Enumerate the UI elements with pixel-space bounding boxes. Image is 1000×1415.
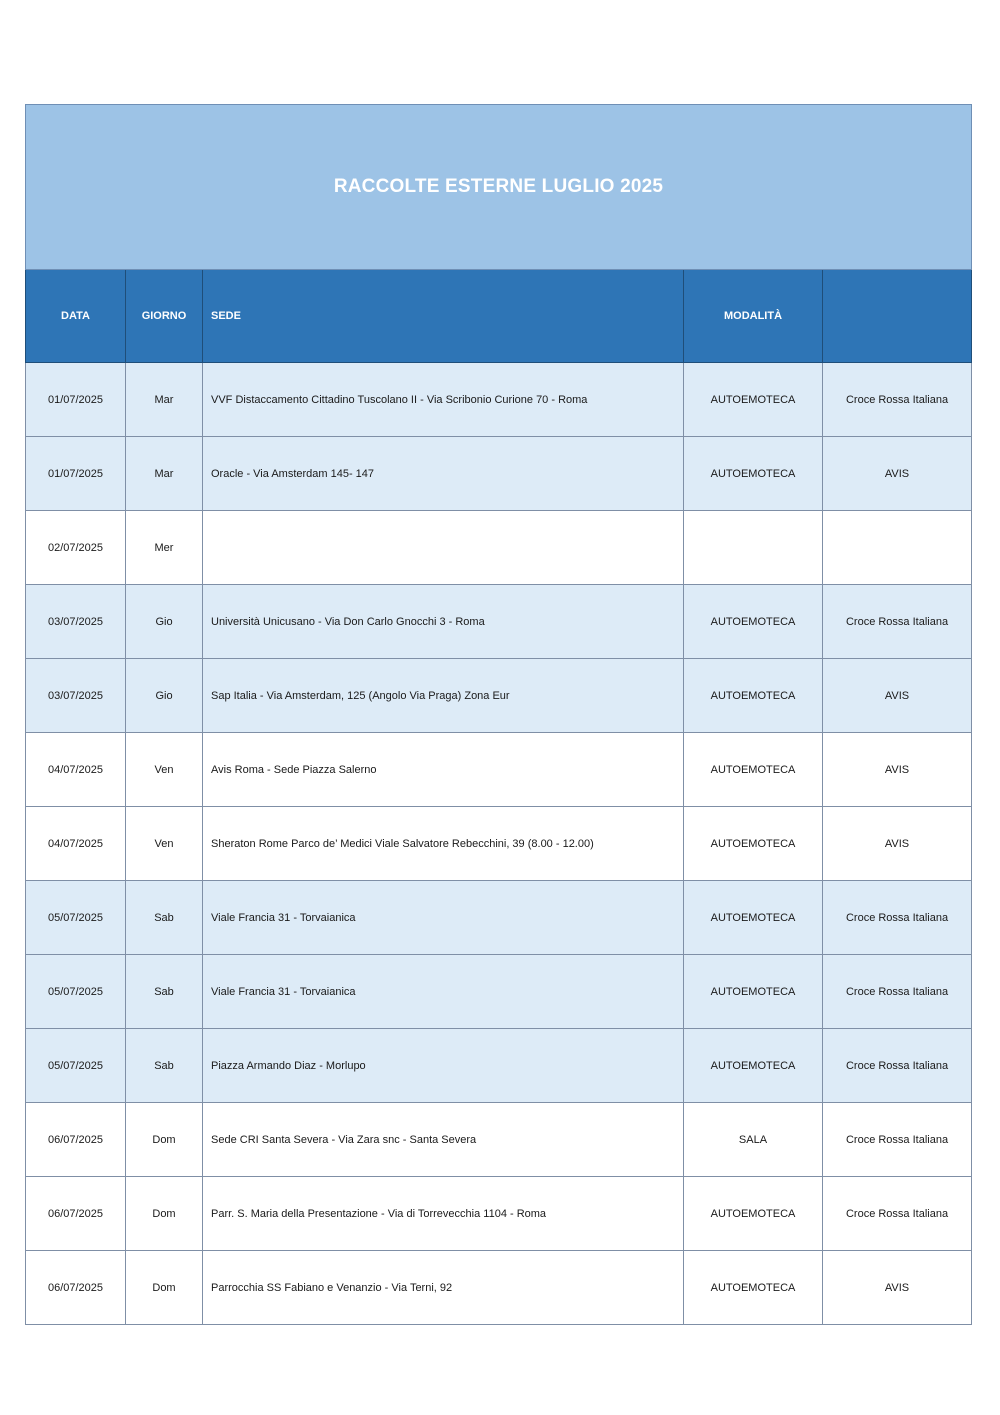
- cell-ente: Croce Rossa Italiana: [823, 363, 972, 437]
- cell-sede: Avis Roma - Sede Piazza Salerno: [203, 733, 684, 807]
- cell-modalita: AUTOEMOTECA: [684, 807, 823, 881]
- cell-sede: Sap Italia - Via Amsterdam, 125 (Angolo Via Praga) Zona Eur: [203, 659, 684, 733]
- table-row: [26, 955, 972, 1029]
- cell-modalita: AUTOEMOTECA: [684, 437, 823, 511]
- cell-data: 06/07/2025: [26, 1177, 126, 1251]
- cell-ente: AVIS: [823, 659, 972, 733]
- cell-modalita: AUTOEMOTECA: [684, 363, 823, 437]
- table-row: [26, 881, 972, 955]
- cell-modalita: AUTOEMOTECA: [684, 881, 823, 955]
- cell-sede: Parr. S. Maria della Presentazione - Via di Torrevecchia 1104 - Roma: [203, 1177, 684, 1251]
- header-row: [26, 270, 972, 363]
- cell-data: 06/07/2025: [26, 1251, 126, 1325]
- cell-ente: Croce Rossa Italiana: [823, 1103, 972, 1177]
- cell-giorno: Mer: [126, 511, 203, 585]
- cell-data: 05/07/2025: [26, 881, 126, 955]
- table-row: [26, 1029, 972, 1103]
- cell-sede: Viale Francia 31 - Torvaianica: [203, 881, 684, 955]
- cell-sede: [203, 511, 684, 585]
- cell-sede: Piazza Armando Diaz - Morlupo: [203, 1029, 684, 1103]
- header-giorno: GIORNO: [126, 270, 203, 363]
- table-row: [26, 733, 972, 807]
- cell-data: 05/07/2025: [26, 955, 126, 1029]
- cell-data: 01/07/2025: [26, 363, 126, 437]
- cell-modalita: AUTOEMOTECA: [684, 1177, 823, 1251]
- cell-giorno: Dom: [126, 1251, 203, 1325]
- table-row: [26, 585, 972, 659]
- cell-ente: [823, 511, 972, 585]
- header-ente: [823, 270, 972, 363]
- cell-data: 04/07/2025: [26, 807, 126, 881]
- table-row: [26, 1251, 972, 1325]
- cell-data: 03/07/2025: [26, 585, 126, 659]
- cell-giorno: Ven: [126, 807, 203, 881]
- cell-giorno: Sab: [126, 1029, 203, 1103]
- cell-giorno: Dom: [126, 1177, 203, 1251]
- cell-ente: Croce Rossa Italiana: [823, 955, 972, 1029]
- cell-data: 03/07/2025: [26, 659, 126, 733]
- cell-ente: AVIS: [823, 437, 972, 511]
- cell-ente: Croce Rossa Italiana: [823, 585, 972, 659]
- cell-ente: Croce Rossa Italiana: [823, 881, 972, 955]
- cell-giorno: Mar: [126, 363, 203, 437]
- cell-ente: AVIS: [823, 807, 972, 881]
- cell-data: 01/07/2025: [26, 437, 126, 511]
- page-title: RACCOLTE ESTERNE LUGLIO 2025: [26, 105, 972, 270]
- cell-sede: VVF Distaccamento Cittadino Tuscolano II - Via Scribonio Curione 70 - Roma: [203, 363, 684, 437]
- cell-giorno: Gio: [126, 659, 203, 733]
- cell-modalita: [684, 511, 823, 585]
- table-row: [26, 437, 972, 511]
- cell-giorno: Dom: [126, 1103, 203, 1177]
- header-modalita: MODALITÀ: [684, 270, 823, 363]
- cell-data: 06/07/2025: [26, 1103, 126, 1177]
- cell-modalita: AUTOEMOTECA: [684, 1029, 823, 1103]
- schedule-table: [25, 104, 972, 1325]
- cell-sede: Sheraton Rome Parco de’ Medici Viale Salvatore Rebecchini, 39 (8.00 - 12.00): [203, 807, 684, 881]
- table-row: [26, 1103, 972, 1177]
- cell-ente: AVIS: [823, 733, 972, 807]
- table-row: [26, 807, 972, 881]
- header-data: DATA: [26, 270, 126, 363]
- cell-giorno: Sab: [126, 881, 203, 955]
- cell-sede: Università Unicusano - Via Don Carlo Gnocchi 3 - Roma: [203, 585, 684, 659]
- cell-ente: AVIS: [823, 1251, 972, 1325]
- cell-data: 04/07/2025: [26, 733, 126, 807]
- cell-modalita: AUTOEMOTECA: [684, 733, 823, 807]
- cell-sede: Oracle - Via Amsterdam 145- 147: [203, 437, 684, 511]
- cell-modalita: AUTOEMOTECA: [684, 1251, 823, 1325]
- table-row: [26, 659, 972, 733]
- cell-data: 05/07/2025: [26, 1029, 126, 1103]
- cell-giorno: Gio: [126, 585, 203, 659]
- title-row: [26, 105, 972, 270]
- cell-sede: Parrocchia SS Fabiano e Venanzio - Via Terni, 92: [203, 1251, 684, 1325]
- cell-ente: Croce Rossa Italiana: [823, 1177, 972, 1251]
- cell-modalita: AUTOEMOTECA: [684, 659, 823, 733]
- cell-data: 02/07/2025: [26, 511, 126, 585]
- cell-sede: Viale Francia 31 - Torvaianica: [203, 955, 684, 1029]
- cell-modalita: SALA: [684, 1103, 823, 1177]
- cell-modalita: AUTOEMOTECA: [684, 955, 823, 1029]
- cell-giorno: Ven: [126, 733, 203, 807]
- cell-sede: Sede CRI Santa Severa - Via Zara snc - Santa Severa: [203, 1103, 684, 1177]
- header-sede: SEDE: [203, 270, 684, 363]
- table-row: [26, 511, 972, 585]
- cell-ente: Croce Rossa Italiana: [823, 1029, 972, 1103]
- cell-giorno: Sab: [126, 955, 203, 1029]
- table-row: [26, 363, 972, 437]
- cell-giorno: Mar: [126, 437, 203, 511]
- cell-modalita: AUTOEMOTECA: [684, 585, 823, 659]
- table-row: [26, 1177, 972, 1251]
